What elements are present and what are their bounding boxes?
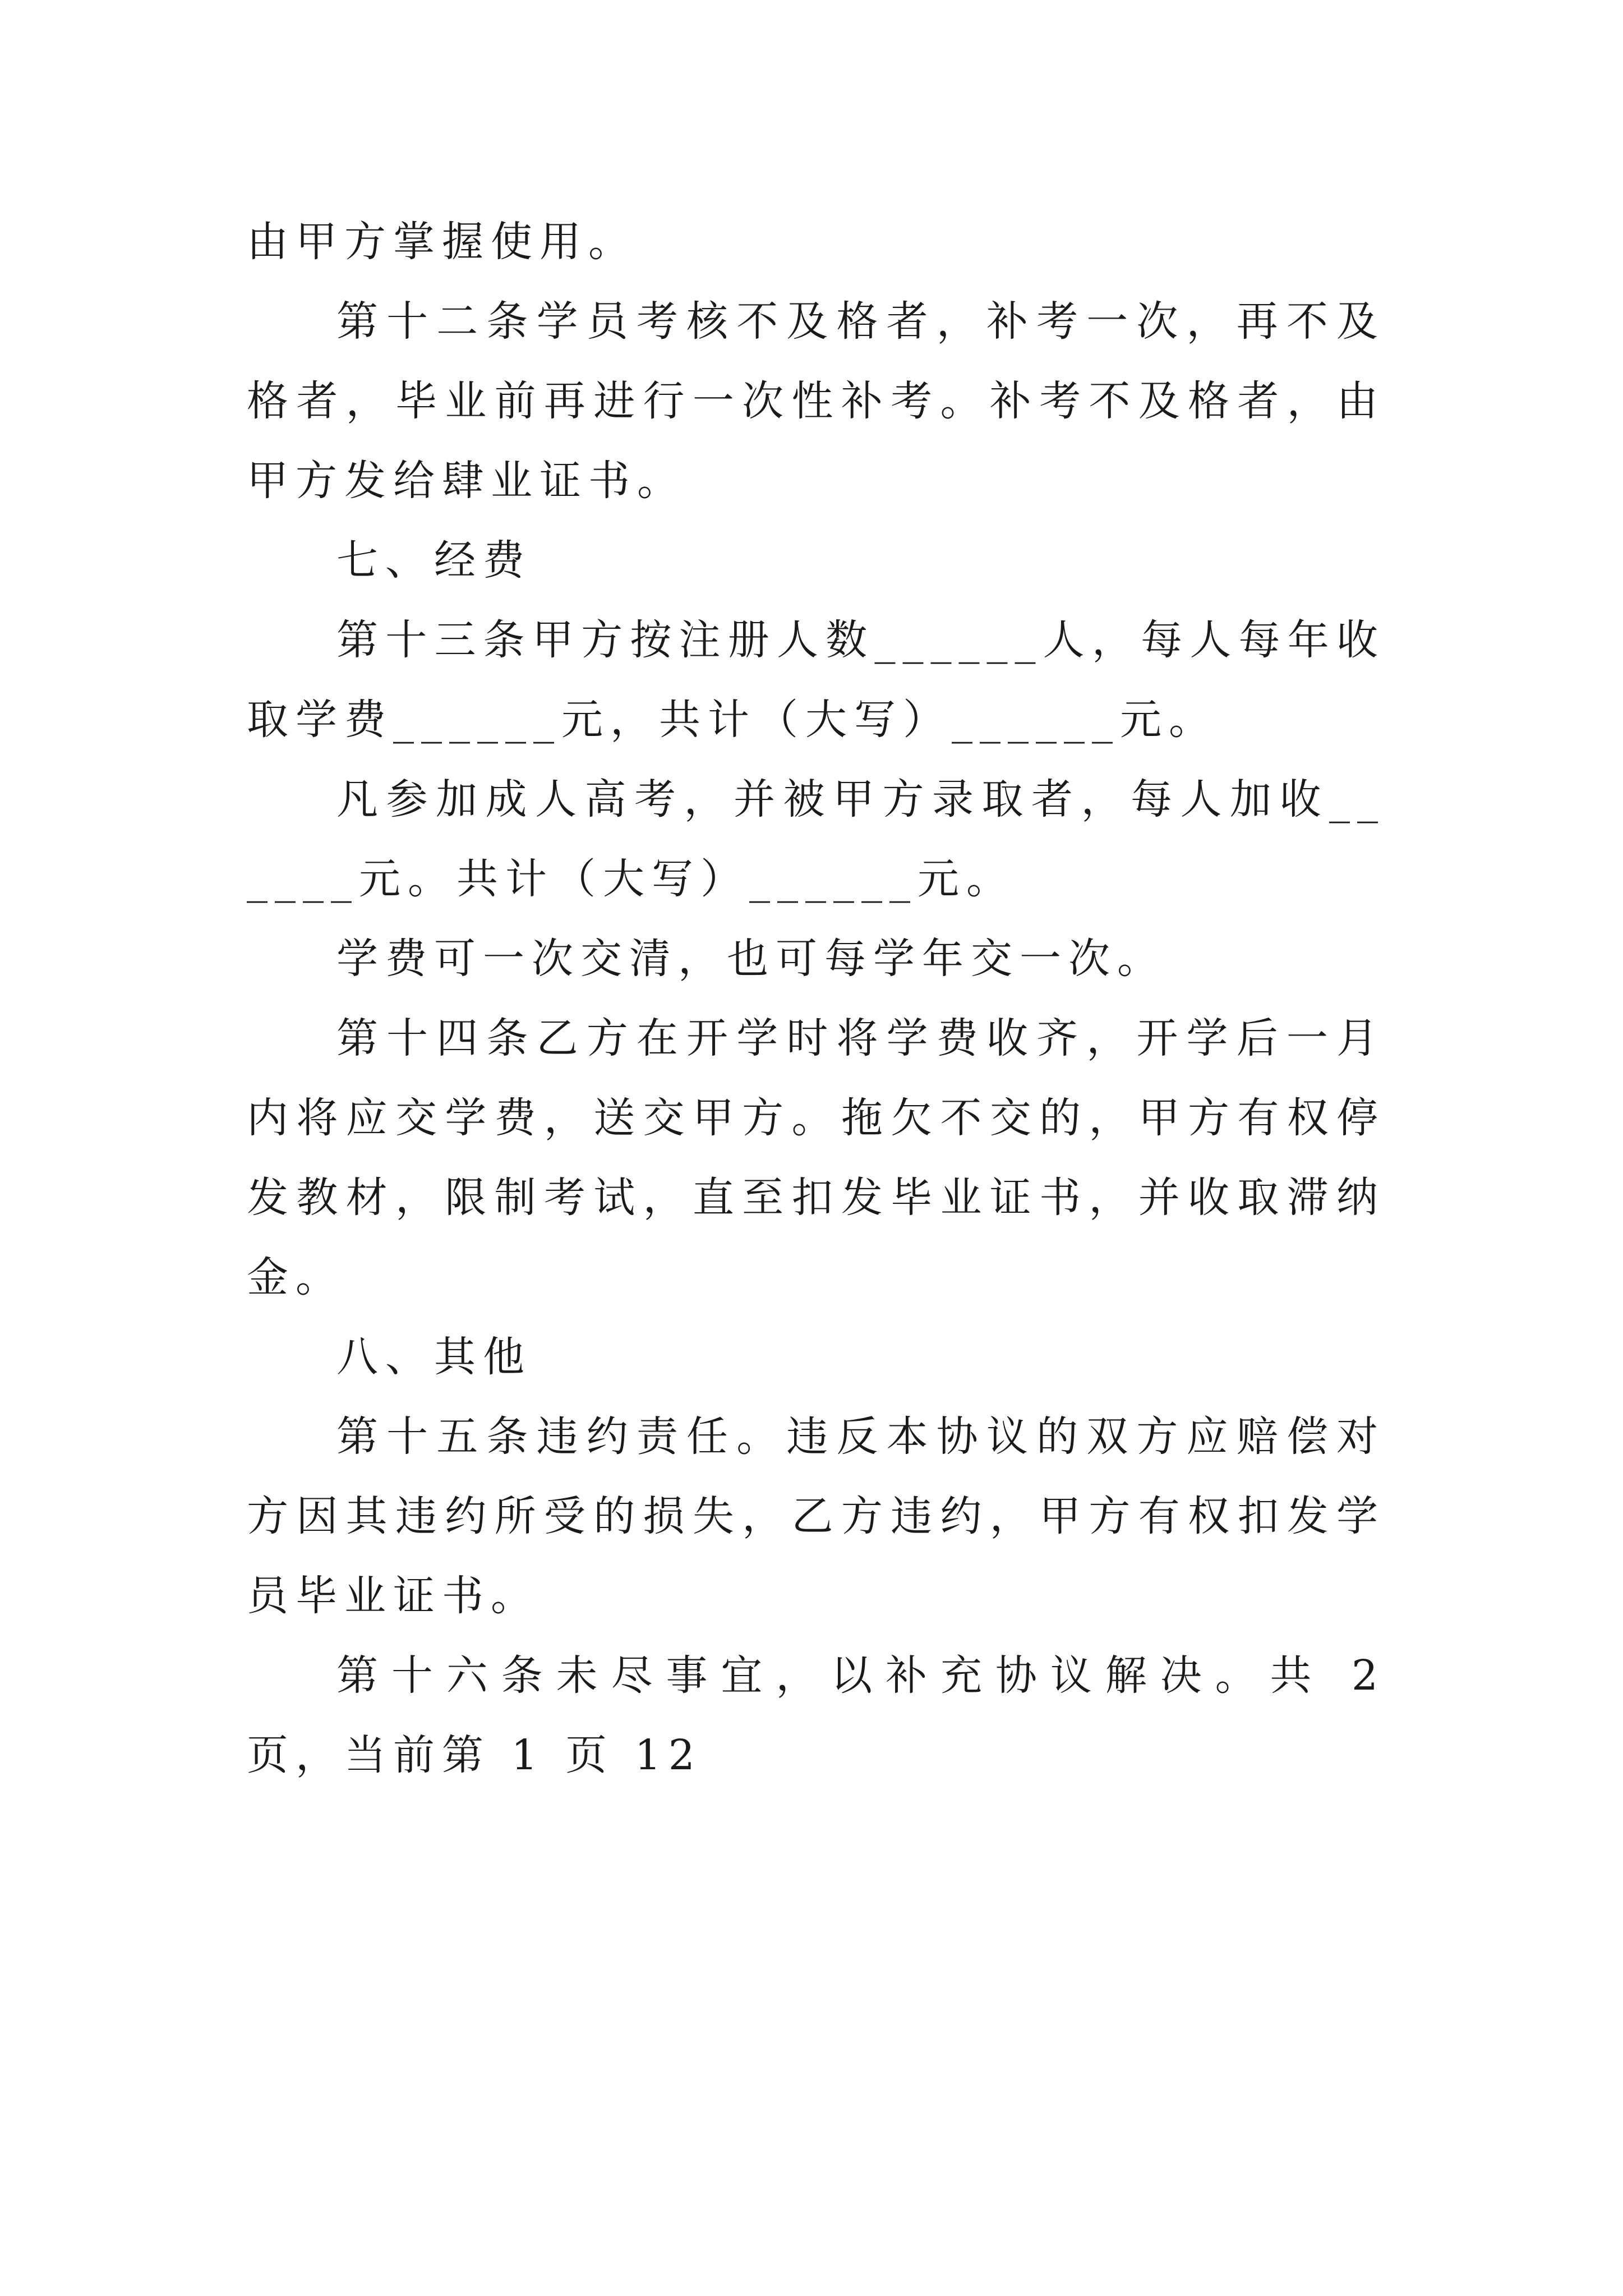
paragraph-article-13: 第十三条甲方按注册人数______人，每人每年收取学费______元，共计（大写）______元。 (247, 616, 1385, 744)
document-body (247, 202, 1385, 1795)
section-heading-other: 八、其他 (336, 1333, 532, 1381)
section-heading-fees: 七、经费 (336, 536, 532, 585)
paragraph-payment-schedule: 学费可一次交清，也可每学年交一次。 (336, 935, 1166, 983)
paragraph-article-12: 第十二条学员考核不及格者，补考一次，再不及格者，毕业前再进行一次性补考。补考不及格者，由甲方发给肆业证书。 (247, 297, 1385, 505)
paragraph-adult-exam-fee: 凡参加成人高考，并被甲方录取者，每人加收______元。共计（大写）______元。 (247, 775, 1385, 903)
paragraph-article-16: 第十六条未尽事宜，以补充协议解决。共 2 页，当前第 1 页 12 (247, 1651, 1385, 1779)
paragraph-continuation: 由甲方掌握使用。 (247, 218, 637, 266)
paragraph-article-15: 第十五条违约责任。违反本协议的双方应赔偿对方因其违约所受的损失，乙方违约，甲方有权扣发学员毕业证书。 (247, 1412, 1385, 1620)
paragraph-article-14: 第十四条乙方在开学时将学费收齐，开学后一月内将应交学费，送交甲方。拖欠不交的，甲方有权停发教材，限制考试，直至扣发毕业证书，并收取滞纳金。 (247, 1014, 1385, 1301)
